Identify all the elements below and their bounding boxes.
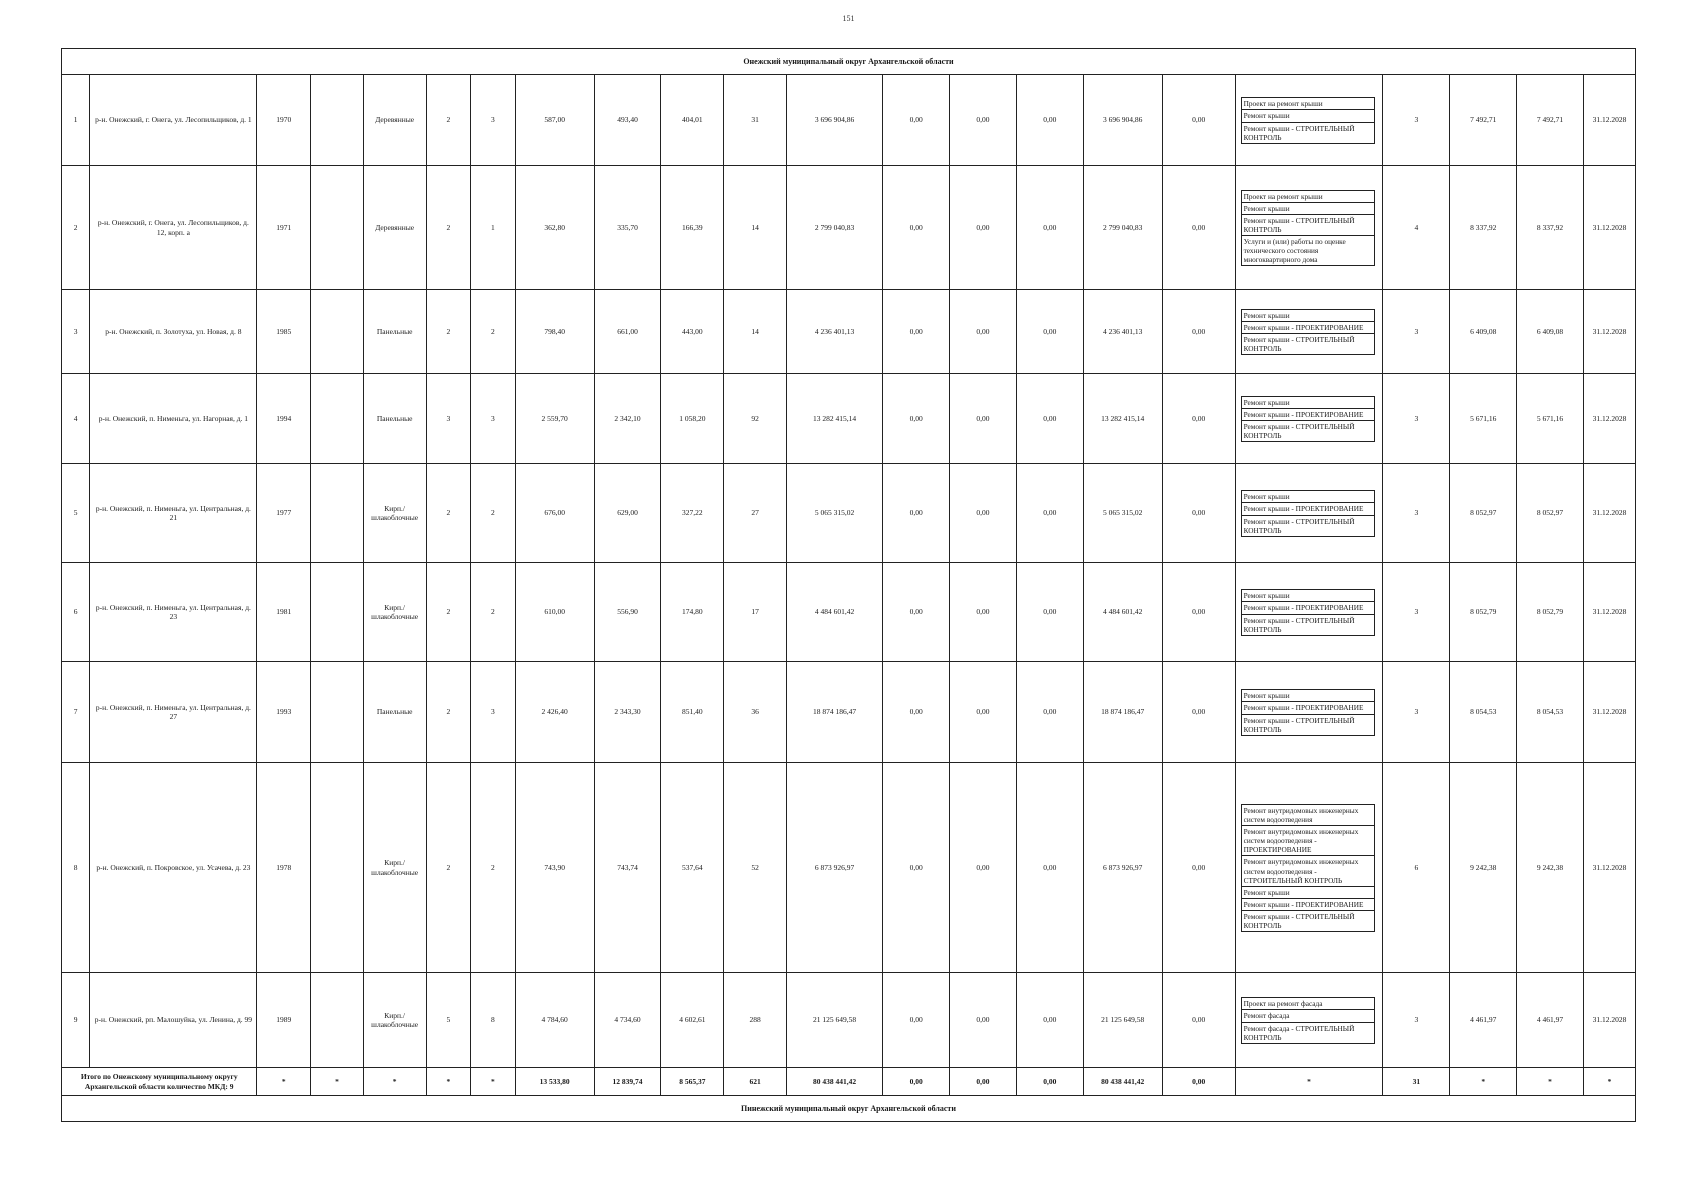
blank-cell <box>311 464 364 563</box>
total-unit-cost: * <box>1450 1068 1517 1096</box>
works-list <box>1238 306 1381 357</box>
total-floors: * <box>426 1068 471 1096</box>
entrances-count: 2 <box>471 464 516 563</box>
residents-count: 17 <box>724 563 787 662</box>
total-area-res: 8 565,37 <box>661 1068 724 1096</box>
works-count: 3 <box>1383 290 1450 374</box>
works-list-cell <box>1235 166 1383 290</box>
unit-cost: 8 052,97 <box>1450 464 1517 563</box>
works-count: 3 <box>1383 464 1450 563</box>
area-total: 362,80 <box>515 166 594 290</box>
fund-source-1: 0,00 <box>883 290 950 374</box>
address: р-н. Онежский, г. Онега, ул. Лесопильщиков, д. 12, корп. а <box>90 166 257 290</box>
works-list <box>1238 994 1381 1045</box>
works-count: 3 <box>1383 75 1450 166</box>
works-list-cell <box>1235 75 1383 166</box>
works-list <box>1238 586 1381 637</box>
fund-source-3: 0,00 <box>1016 662 1083 763</box>
work-item: Проект на ремонт крыши <box>1241 190 1376 202</box>
total-row <box>62 1068 1636 1096</box>
work-item: Ремонт крыши - СТРОИТЕЛЬНЫЙ КОНТРОЛЬ <box>1241 333 1376 355</box>
limit-cost: 7 492,71 <box>1517 75 1584 166</box>
row-number: 9 <box>62 973 90 1068</box>
table-row <box>62 290 1636 374</box>
address: р-н. Онежский, п. Нименьга, ул. Центральная, д. 27 <box>90 662 257 763</box>
total-label: Итого по Онежскому муниципальному округу Архангельской области количество МКД: 9 <box>62 1068 257 1096</box>
fund-other: 0,00 <box>1162 763 1235 973</box>
blank-cell <box>311 374 364 464</box>
works-count: 3 <box>1383 662 1450 763</box>
total-material: * <box>363 1068 426 1096</box>
build-year: 1970 <box>257 75 311 166</box>
build-year: 1985 <box>257 290 311 374</box>
address: р-н. Онежский, п. Нименьга, ул. Центральная, д. 21 <box>90 464 257 563</box>
fund-owners: 21 125 649,58 <box>1083 973 1162 1068</box>
fund-source-3: 0,00 <box>1016 464 1083 563</box>
build-year: 1989 <box>257 973 311 1068</box>
deadline: 31.12.2028 <box>1583 464 1635 563</box>
address: р-н. Онежский, рп. Малошуйка, ул. Ленина, д. 99 <box>90 973 257 1068</box>
fund-source-1: 0,00 <box>883 563 950 662</box>
row-number: 2 <box>62 166 90 290</box>
area-living: 629,00 <box>594 464 661 563</box>
fund-source-3: 0,00 <box>1016 973 1083 1068</box>
fund-source-2: 0,00 <box>950 290 1017 374</box>
fund-source-3: 0,00 <box>1016 166 1083 290</box>
floors-count: 2 <box>426 563 471 662</box>
floors-count: 2 <box>426 166 471 290</box>
limit-cost: 9 242,38 <box>1517 763 1584 973</box>
work-item: Ремонт крыши <box>1241 396 1376 408</box>
deadline: 31.12.2028 <box>1583 374 1635 464</box>
entrances-count: 3 <box>471 374 516 464</box>
area-residential: 537,64 <box>661 763 724 973</box>
work-item: Ремонт крыши - СТРОИТЕЛЬНЫЙ КОНТРОЛЬ <box>1241 214 1376 235</box>
row-number: 7 <box>62 662 90 763</box>
total-fund1: 0,00 <box>883 1068 950 1096</box>
fund-owners: 13 282 415,14 <box>1083 374 1162 464</box>
works-list-cell <box>1235 973 1383 1068</box>
limit-cost: 8 337,92 <box>1517 166 1584 290</box>
work-item: Ремонт крыши <box>1241 689 1376 701</box>
works-count: 3 <box>1383 973 1450 1068</box>
build-year: 1977 <box>257 464 311 563</box>
deadline: 31.12.2028 <box>1583 662 1635 763</box>
works-list-cell <box>1235 464 1383 563</box>
row-number: 3 <box>62 290 90 374</box>
address: р-н. Онежский, п. Золотуха, ул. Новая, д. 8 <box>90 290 257 374</box>
area-residential: 166,39 <box>661 166 724 290</box>
area-living: 556,90 <box>594 563 661 662</box>
residents-count: 36 <box>724 662 787 763</box>
fund-other: 0,00 <box>1162 166 1235 290</box>
area-residential: 851,40 <box>661 662 724 763</box>
section-title-onega: Онежский муниципальный округ Архангельской области <box>62 49 1636 75</box>
deadline: 31.12.2028 <box>1583 563 1635 662</box>
deadline: 31.12.2028 <box>1583 75 1635 166</box>
entrances-count: 2 <box>471 290 516 374</box>
area-total: 2 559,70 <box>515 374 594 464</box>
fund-source-1: 0,00 <box>883 763 950 973</box>
entrances-count: 1 <box>471 166 516 290</box>
work-item: Ремонт крыши <box>1241 309 1376 321</box>
cost-total: 6 873 926,97 <box>787 763 883 973</box>
work-item: Ремонт крыши - СТРОИТЕЛЬНЫЙ КОНТРОЛЬ <box>1241 714 1376 736</box>
blank-cell <box>311 290 364 374</box>
works-list <box>1238 686 1381 737</box>
work-item: Ремонт крыши <box>1241 589 1376 601</box>
table-row <box>62 662 1636 763</box>
fund-source-1: 0,00 <box>883 75 950 166</box>
row-number: 6 <box>62 563 90 662</box>
wall-material: Деревянные <box>363 166 426 290</box>
entrances-count: 2 <box>471 563 516 662</box>
cost-total: 3 696 904,86 <box>787 75 883 166</box>
work-item: Ремонт крыши - СТРОИТЕЛЬНЫЙ КОНТРОЛЬ <box>1241 122 1376 144</box>
cost-total: 21 125 649,58 <box>787 973 883 1068</box>
fund-source-2: 0,00 <box>950 763 1017 973</box>
fund-source-3: 0,00 <box>1016 374 1083 464</box>
table-row <box>62 464 1636 563</box>
work-item: Ремонт крыши - СТРОИТЕЛЬНЫЙ КОНТРОЛЬ <box>1241 515 1376 537</box>
works-list <box>1238 187 1381 269</box>
limit-cost: 4 461,97 <box>1517 973 1584 1068</box>
address: р-н. Онежский, г. Онега, ул. Лесопильщиков, д. 1 <box>90 75 257 166</box>
build-year: 1971 <box>257 166 311 290</box>
unit-cost: 7 492,71 <box>1450 75 1517 166</box>
total-cost-total: 80 438 441,42 <box>787 1068 883 1096</box>
deadline: 31.12.2028 <box>1583 973 1635 1068</box>
works-count: 3 <box>1383 563 1450 662</box>
total-fund5: 0,00 <box>1162 1068 1235 1096</box>
work-item: Ремонт фасада - СТРОИТЕЛЬНЫЙ КОНТРОЛЬ <box>1241 1022 1376 1044</box>
fund-other: 0,00 <box>1162 973 1235 1068</box>
fund-source-1: 0,00 <box>883 973 950 1068</box>
entrances-count: 3 <box>471 662 516 763</box>
total-fund3: 0,00 <box>1016 1068 1083 1096</box>
register-table-container <box>61 48 1636 1141</box>
fund-other: 0,00 <box>1162 75 1235 166</box>
floors-count: 2 <box>426 464 471 563</box>
fund-source-1: 0,00 <box>883 464 950 563</box>
limit-cost: 6 409,08 <box>1517 290 1584 374</box>
fund-source-2: 0,00 <box>950 166 1017 290</box>
unit-cost: 5 671,16 <box>1450 374 1517 464</box>
total-people: 621 <box>724 1068 787 1096</box>
unit-cost: 8 054,53 <box>1450 662 1517 763</box>
capital-repair-register-table <box>61 48 1636 1122</box>
row-number: 8 <box>62 763 90 973</box>
works-count: 4 <box>1383 166 1450 290</box>
work-item: Ремонт внутридомовых инженерных систем водоотведения - СТРОИТЕЛЬНЫЙ КОНТРОЛЬ <box>1241 855 1376 885</box>
blank-cell <box>311 763 364 973</box>
works-count: 3 <box>1383 374 1450 464</box>
work-item: Ремонт крыши - ПРОЕКТИРОВАНИЕ <box>1241 321 1376 333</box>
cost-total: 4 236 401,13 <box>787 290 883 374</box>
fund-source-2: 0,00 <box>950 662 1017 763</box>
row-number: 4 <box>62 374 90 464</box>
area-residential: 327,22 <box>661 464 724 563</box>
area-total: 4 784,60 <box>515 973 594 1068</box>
total-entrances: * <box>471 1068 516 1096</box>
area-total: 676,00 <box>515 464 594 563</box>
unit-cost: 4 461,97 <box>1450 973 1517 1068</box>
deadline: 31.12.2028 <box>1583 290 1635 374</box>
area-total: 2 426,40 <box>515 662 594 763</box>
row-number: 5 <box>62 464 90 563</box>
area-living: 493,40 <box>594 75 661 166</box>
floors-count: 5 <box>426 973 471 1068</box>
fund-owners: 6 873 926,97 <box>1083 763 1162 973</box>
floors-count: 2 <box>426 662 471 763</box>
total-fund2: 0,00 <box>950 1068 1017 1096</box>
page-number: 151 <box>842 14 855 23</box>
works-count: 6 <box>1383 763 1450 973</box>
work-item: Ремонт крыши - СТРОИТЕЛЬНЫЙ КОНТРОЛЬ <box>1241 614 1376 636</box>
table-row <box>62 166 1636 290</box>
fund-owners: 18 874 186,47 <box>1083 662 1162 763</box>
work-item: Ремонт крыши - СТРОИТЕЛЬНЫЙ КОНТРОЛЬ <box>1241 420 1376 442</box>
section-header-row <box>62 49 1636 75</box>
residents-count: 27 <box>724 464 787 563</box>
fund-source-2: 0,00 <box>950 973 1017 1068</box>
work-item: Ремонт крыши - ПРОЕКТИРОВАНИЕ <box>1241 601 1376 613</box>
fund-owners: 5 065 315,02 <box>1083 464 1162 563</box>
cost-total: 4 484 601,42 <box>787 563 883 662</box>
blank-cell <box>311 662 364 763</box>
fund-source-2: 0,00 <box>950 563 1017 662</box>
fund-owners: 3 696 904,86 <box>1083 75 1162 166</box>
address: р-н. Онежский, п. Нименьга, ул. Центральная, д. 23 <box>90 563 257 662</box>
fund-owners: 4 236 401,13 <box>1083 290 1162 374</box>
work-item: Ремонт крыши - ПРОЕКТИРОВАНИЕ <box>1241 408 1376 420</box>
work-item: Ремонт крыши <box>1241 202 1376 214</box>
area-living: 335,70 <box>594 166 661 290</box>
residents-count: 92 <box>724 374 787 464</box>
total-limit-cost: * <box>1517 1068 1584 1096</box>
area-total: 610,00 <box>515 563 594 662</box>
area-residential: 404,01 <box>661 75 724 166</box>
works-list-cell <box>1235 563 1383 662</box>
area-residential: 1 058,20 <box>661 374 724 464</box>
work-item: Ремонт внутридомовых инженерных систем водоотведения <box>1241 804 1376 825</box>
build-year: 1993 <box>257 662 311 763</box>
wall-material: Панельные <box>363 290 426 374</box>
work-item: Ремонт фасада <box>1241 1009 1376 1021</box>
deadline: 31.12.2028 <box>1583 166 1635 290</box>
entrances-count: 3 <box>471 75 516 166</box>
table-row <box>62 374 1636 464</box>
total-year: * <box>257 1068 311 1096</box>
work-item: Проект на ремонт крыши <box>1241 97 1376 109</box>
work-item: Ремонт крыши - ПРОЕКТИРОВАНИЕ <box>1241 898 1376 910</box>
works-list-cell <box>1235 374 1383 464</box>
residents-count: 288 <box>724 973 787 1068</box>
wall-material: Панельные <box>363 662 426 763</box>
cost-total: 5 065 315,02 <box>787 464 883 563</box>
total-blank: * <box>311 1068 364 1096</box>
table-row <box>62 75 1636 166</box>
residents-count: 31 <box>724 75 787 166</box>
area-residential: 174,80 <box>661 563 724 662</box>
area-total: 587,00 <box>515 75 594 166</box>
area-living: 4 734,60 <box>594 973 661 1068</box>
fund-other: 0,00 <box>1162 563 1235 662</box>
floors-count: 2 <box>426 290 471 374</box>
table-row <box>62 763 1636 973</box>
works-list-cell <box>1235 763 1383 973</box>
works-list <box>1238 487 1381 538</box>
cost-total: 18 874 186,47 <box>787 662 883 763</box>
wall-material: Кирп./шлакоблочные <box>363 973 426 1068</box>
fund-source-2: 0,00 <box>950 464 1017 563</box>
unit-cost: 6 409,08 <box>1450 290 1517 374</box>
floors-count: 3 <box>426 374 471 464</box>
wall-material: Деревянные <box>363 75 426 166</box>
fund-owners: 2 799 040,83 <box>1083 166 1162 290</box>
works-list <box>1238 801 1381 934</box>
fund-source-3: 0,00 <box>1016 763 1083 973</box>
floors-count: 2 <box>426 75 471 166</box>
build-year: 1981 <box>257 563 311 662</box>
cost-total: 13 282 415,14 <box>787 374 883 464</box>
residents-count: 52 <box>724 763 787 973</box>
wall-material: Панельные <box>363 374 426 464</box>
deadline: 31.12.2028 <box>1583 763 1635 973</box>
section-header-row <box>62 1096 1636 1122</box>
area-total: 743,90 <box>515 763 594 973</box>
residents-count: 14 <box>724 166 787 290</box>
entrances-count: 2 <box>471 763 516 973</box>
register-table-body <box>62 49 1636 1122</box>
total-works-count: 31 <box>1383 1068 1450 1096</box>
total-deadline: * <box>1583 1068 1635 1096</box>
fund-source-2: 0,00 <box>950 75 1017 166</box>
floors-count: 2 <box>426 763 471 973</box>
wall-material: Кирп./шлакоблочные <box>363 763 426 973</box>
entrances-count: 8 <box>471 973 516 1068</box>
fund-source-3: 0,00 <box>1016 75 1083 166</box>
fund-source-1: 0,00 <box>883 662 950 763</box>
address: р-н. Онежский, п. Покровское, ул. Усачева, д. 23 <box>90 763 257 973</box>
work-item: Ремонт внутридомовых инженерных систем водоотведения - ПРОЕКТИРОВАНИЕ <box>1241 825 1376 855</box>
wall-material: Кирп./шлакоблочные <box>363 563 426 662</box>
total-works: * <box>1235 1068 1383 1096</box>
work-item: Проект на ремонт фасада <box>1241 997 1376 1009</box>
fund-other: 0,00 <box>1162 662 1235 763</box>
blank-cell <box>311 166 364 290</box>
blank-cell <box>311 75 364 166</box>
fund-source-1: 0,00 <box>883 374 950 464</box>
works-list-cell <box>1235 290 1383 374</box>
fund-other: 0,00 <box>1162 290 1235 374</box>
limit-cost: 8 052,97 <box>1517 464 1584 563</box>
work-item: Ремонт крыши - ПРОЕКТИРОВАНИЕ <box>1241 502 1376 514</box>
row-number: 1 <box>62 75 90 166</box>
fund-source-3: 0,00 <box>1016 290 1083 374</box>
total-area-living: 12 839,74 <box>594 1068 661 1096</box>
unit-cost: 9 242,38 <box>1450 763 1517 973</box>
fund-source-1: 0,00 <box>883 166 950 290</box>
work-item: Ремонт крыши <box>1241 490 1376 502</box>
cost-total: 2 799 040,83 <box>787 166 883 290</box>
area-residential: 443,00 <box>661 290 724 374</box>
fund-owners: 4 484 601,42 <box>1083 563 1162 662</box>
area-residential: 4 602,61 <box>661 973 724 1068</box>
work-item: Ремонт крыши <box>1241 109 1376 121</box>
work-item: Ремонт крыши - СТРОИТЕЛЬНЫЙ КОНТРОЛЬ <box>1241 910 1376 932</box>
works-list <box>1238 94 1381 145</box>
total-area-total: 13 533,80 <box>515 1068 594 1096</box>
work-item: Ремонт крыши <box>1241 886 1376 898</box>
total-fund4: 80 438 441,42 <box>1083 1068 1162 1096</box>
work-item: Ремонт крыши - ПРОЕКТИРОВАНИЕ <box>1241 701 1376 713</box>
unit-cost: 8 337,92 <box>1450 166 1517 290</box>
limit-cost: 8 054,53 <box>1517 662 1584 763</box>
unit-cost: 8 052,79 <box>1450 563 1517 662</box>
work-item: Услуги и (или) работы по оценке технического состояния многоквартирного дома <box>1241 235 1376 266</box>
area-living: 2 343,30 <box>594 662 661 763</box>
section-title-pinega: Пинежский муниципальный округ Архангельской области <box>62 1096 1636 1122</box>
fund-source-2: 0,00 <box>950 374 1017 464</box>
address: р-н. Онежский, п. Нименьга, ул. Нагорная, д. 1 <box>90 374 257 464</box>
limit-cost: 5 671,16 <box>1517 374 1584 464</box>
blank-cell <box>311 563 364 662</box>
works-list-cell <box>1235 662 1383 763</box>
wall-material: Кирп./шлакоблочные <box>363 464 426 563</box>
build-year: 1994 <box>257 374 311 464</box>
table-row <box>62 973 1636 1068</box>
area-living: 661,00 <box>594 290 661 374</box>
works-list <box>1238 393 1381 444</box>
build-year: 1978 <box>257 763 311 973</box>
area-total: 798,40 <box>515 290 594 374</box>
table-row <box>62 563 1636 662</box>
fund-source-3: 0,00 <box>1016 563 1083 662</box>
fund-other: 0,00 <box>1162 374 1235 464</box>
limit-cost: 8 052,79 <box>1517 563 1584 662</box>
blank-cell <box>311 973 364 1068</box>
area-living: 2 342,10 <box>594 374 661 464</box>
fund-other: 0,00 <box>1162 464 1235 563</box>
area-living: 743,74 <box>594 763 661 973</box>
residents-count: 14 <box>724 290 787 374</box>
